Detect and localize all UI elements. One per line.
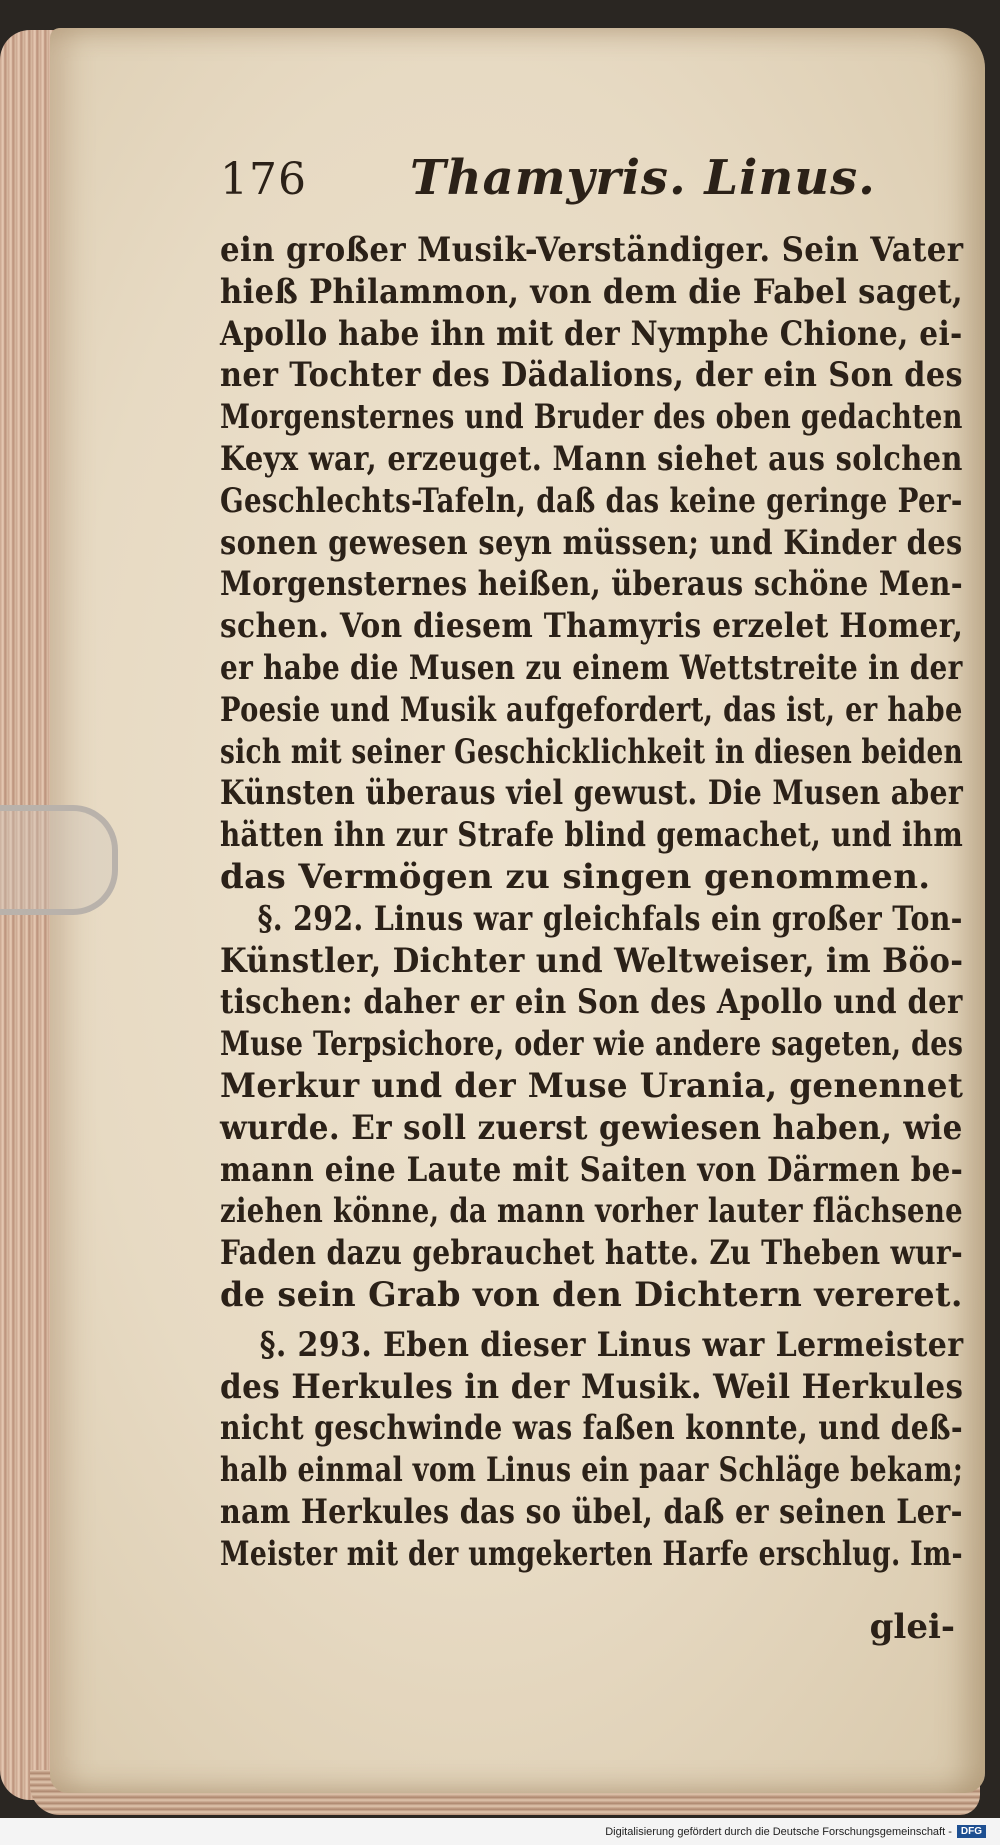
bookmark-clip — [0, 805, 118, 915]
text-line: Poesie und Musik aufgefordert, das ist, er habe — [220, 689, 963, 730]
paragraph-293-start: §. 293. Eben dieser Linus war Lermeister — [259, 1324, 964, 1365]
page-number: 176 — [220, 154, 307, 205]
text-line: sich mit seiner Geschicklichkeit in diesen beiden — [220, 731, 964, 772]
text-block — [220, 230, 965, 1576]
text-line: mann eine Laute mit Saiten von Därmen be- — [220, 1149, 964, 1190]
text-line: hätten ihn zur Strafe blind gemachet, und ihm — [220, 815, 964, 856]
text-line: Meister mit der umgekerten Harfe erschlug. Im- — [220, 1533, 963, 1574]
text-line: de sein Grab von den Dichtern vereret. — [220, 1274, 963, 1315]
text-line: Morgensternes heißen, überaus schöne Men- — [220, 564, 963, 605]
digitization-footer — [0, 1818, 1000, 1845]
text-line: ner Tochter des Dädalions, der ein Son des — [220, 355, 963, 396]
text-line: Künsten überaus viel gewust. Die Musen aber — [220, 773, 964, 814]
running-title: Thamyris. Linus. — [410, 150, 876, 206]
text-line: nam Herkules das so übel, daß er seinen Ler- — [220, 1491, 963, 1532]
page-content — [220, 150, 965, 1648]
text-line: sonen gewesen seyn müssen; und Kinder des — [220, 522, 963, 563]
paragraph-gap — [220, 1317, 965, 1325]
paragraph-292-start: §. 292. Linus war gleichfals ein großer Ton- — [257, 898, 963, 939]
text-line: Künstler, Dichter und Weltweiser, im Böo- — [220, 940, 964, 981]
text-line: tischen: daher er ein Son des Apollo und der — [220, 982, 963, 1023]
text-line: halb einmal vom Linus ein paar Schläge bekam; — [220, 1450, 964, 1491]
footer-text: Digitalisierung gefördert durch die Deutsche Forschungsgemeinschaft - — [605, 1825, 952, 1838]
text-line: er habe die Musen zu einem Wettstreite in der — [220, 647, 963, 688]
text-line: das Vermögen zu singen genommen. — [220, 856, 931, 897]
text-line: schen. Von diesem Thamyris erzelet Homer, — [220, 606, 964, 647]
text-line: wurde. Er soll zuerst gewiesen haben, wie — [220, 1107, 963, 1148]
text-line: hieß Philammon, von dem die Fabel saget, — [220, 271, 964, 312]
page-header — [220, 150, 965, 230]
catchword: glei- — [869, 1606, 955, 1647]
text-line: Merkur und der Muse Urania, genennet — [220, 1065, 964, 1106]
text-line: Apollo habe ihn mit der Nymphe Chione, ei- — [220, 313, 963, 354]
text-line: ein großer Musik-Verständiger. Sein Vater — [220, 230, 964, 270]
text-line: Faden dazu gebrauchet hatte. Zu Theben wur- — [220, 1233, 964, 1274]
text-line: Keyx war, erzeuget. Mann siehet aus solchen — [220, 438, 963, 479]
text-line: nicht geschwinde was faßen konnte, und deß- — [220, 1408, 963, 1449]
text-line: Geschlechts-Tafeln, daß das keine geringe Per- — [220, 480, 963, 521]
text-line: des Herkules in der Musik. Weil Herkules — [220, 1366, 964, 1407]
text-line: ziehen könne, da mann vorher lauter flächsene — [220, 1191, 964, 1232]
text-line: Morgensternes und Bruder des oben gedachten — [220, 397, 963, 438]
text-line: Muse Terpsichore, oder wie andere sageten, des — [220, 1024, 964, 1065]
dfg-logo: DFG — [957, 1825, 986, 1838]
